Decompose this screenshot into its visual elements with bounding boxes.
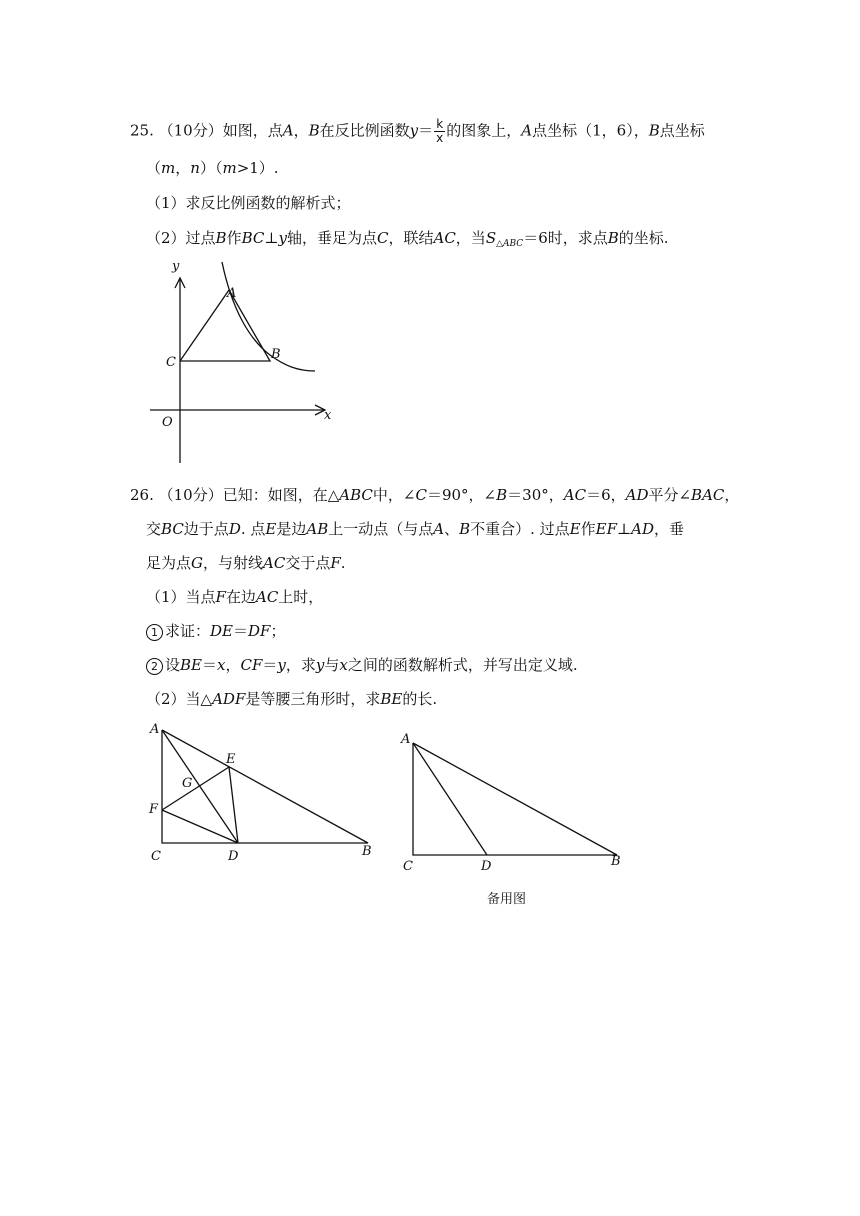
label-b: B — [362, 844, 372, 859]
q26-part2: （2）当△ADF是等腰三角形时，求BE的长. — [146, 690, 438, 708]
circled-number-1: 1 — [146, 624, 163, 641]
label-c: C — [166, 355, 176, 370]
q25-part1: （1）求反比例函数的解析式； — [146, 194, 351, 212]
hyperbola-curve — [222, 262, 315, 371]
triangle-abc — [413, 743, 617, 855]
q25-coordinate-figure — [140, 250, 360, 465]
k-over-x-fraction: $\frac{k}{x}$ — [436, 117, 444, 145]
q26-main-figure — [140, 715, 380, 865]
q26-line1: 26. （10分）已知：如图，在△ABC中，∠C＝90°，∠B＝30°，AC＝6，AD平分∠BAC， — [130, 486, 740, 504]
triangle-abc — [162, 730, 368, 843]
label-b: B — [271, 347, 281, 362]
label-f: F — [149, 802, 159, 817]
q26-line2: 交BC边于点D. 点E是边AB上一动点（与点A、B不重合）. 过点E作EF⊥AD，垂 — [146, 520, 684, 538]
label-c: C — [403, 859, 413, 874]
label-c: C — [151, 849, 161, 864]
q26-backup-figure — [395, 725, 635, 875]
q26-part1: （1）当点F在边AC上时， — [146, 588, 324, 606]
q25-line2: （m，n）（m>1）. — [146, 159, 279, 177]
label-d: D — [481, 859, 492, 874]
label-b: B — [611, 854, 621, 869]
label-o: O — [162, 415, 173, 430]
q25-line1: 25. （10分）如图，点A，B在反比例函数y＝ $\frac{k}{x}$ 的图象上，A点坐标（1，6），B点坐标 — [130, 117, 705, 145]
q25-part2: （2）过点B作BC⊥y轴，垂足为点C，联结AC，当$S_{\triangle ABC}=6$时，求点B的坐标. — [146, 229, 669, 249]
segment-ad — [413, 743, 487, 855]
label-g: G — [182, 776, 193, 791]
segment-ef — [162, 767, 229, 810]
label-e: E — [226, 752, 236, 767]
backup-figure-caption: 备用图 — [487, 892, 527, 907]
q26-line3: 足为点G，与射线AC交于点F. — [146, 554, 346, 572]
triangle-abc — [180, 290, 270, 361]
label-a: A — [401, 732, 411, 747]
label-y: y — [172, 259, 180, 274]
q26-sub1: 1 求证：DE＝DF； — [146, 621, 285, 641]
label-d: D — [228, 849, 239, 864]
q26-number: 26. — [130, 486, 154, 504]
label-x: x — [324, 408, 332, 423]
q25-number: 25. — [130, 121, 154, 140]
label-a: A — [150, 722, 160, 737]
circled-number-2: 2 — [146, 658, 163, 675]
q26-sub2: 2 设BE＝x，CF＝y，求y与x之间的函数解析式，并写出定义域. — [146, 655, 578, 675]
label-a: A — [227, 286, 237, 301]
